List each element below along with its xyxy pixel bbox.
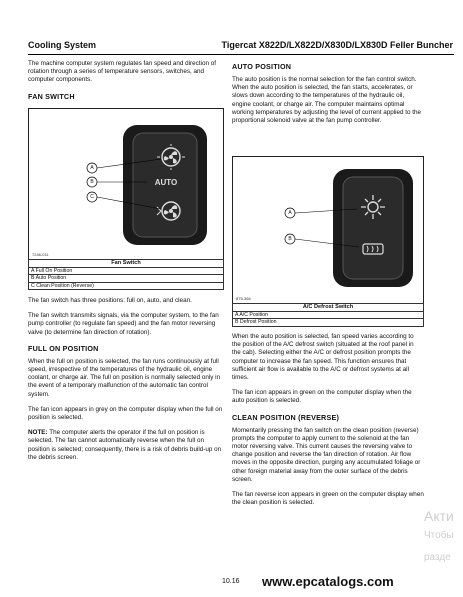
fan-switch-caption: [28, 259, 224, 290]
caption-row: B Defrost Position: [233, 319, 424, 327]
watermark-line: Акти: [424, 508, 454, 524]
callout-a-letter: A: [288, 210, 292, 216]
callout-b-letter: B: [288, 236, 292, 242]
ac-defrost-illustration: [233, 157, 423, 303]
callout-b-letter: B: [90, 179, 94, 185]
note-paragraph: [28, 429, 224, 462]
left-column: [28, 60, 224, 106]
ac-defrost-figure: [232, 156, 424, 304]
paragraph: The fan icon appears in green on the computer display when the auto position is selected.: [232, 389, 412, 405]
full-on-heading: FULL ON POSITION: [28, 343, 99, 353]
note-label: NOTE:: [28, 429, 48, 437]
right-column-body: [232, 333, 424, 514]
auto-heading: AUTO POSITION: [232, 62, 292, 71]
manual-title: Tigercat X822D/LX822D/X830D/LX830D Feller Buncher: [221, 40, 453, 50]
paragraph: When the auto position is selected, fan speed varies according to the position of the A/C defrost switch (situated at the roof panel in the cab). Selecting either the A/C or defrost position prompts the computer to increase the fan speed. This function ensures that sufficient air flow is available to the A/C or defrost systems at all times.: [232, 333, 414, 382]
note-text: The computer alerts the operator if the full on position is selected. The fan cannot automatically reverse when the full on position is selected; consequently, there is a risk of debris build-up on the debris screen.: [28, 429, 222, 461]
watermark-line: разде: [424, 552, 451, 563]
caption-title: Fan Switch: [29, 260, 224, 268]
paragraph: When the full on position is selected, the fan runs continuously at full speed, irrespective of the temperatures of the hydraulic oil, engine coolant, or charge air. The full on position is normally selected only in the event of a temporary malfunction of the automatic fan control system.: [28, 357, 221, 398]
caption-title: A/C Defrost Switch: [233, 304, 424, 312]
fan-switch-figure: [28, 108, 224, 260]
section-title: Cooling System: [28, 40, 97, 50]
figure-id: 875-366: [236, 296, 251, 301]
callout-c-letter: C: [90, 194, 94, 200]
site-url: www.epcatalogs.com: [262, 574, 394, 589]
caption-row: B Auto Position: [29, 275, 224, 283]
paragraph: The fan switch transmits signals, via the computer system, to the fan pump controller (to regulate fan speed) and the fan motor reversing valve (to determine fan direction of rotation).: [28, 312, 219, 336]
paragraph: The fan reverse icon appears in green on the computer display when the clean position is selected.: [232, 491, 424, 507]
paragraph: The fan switch has three positions: full on, auto, and clean.: [28, 297, 192, 304]
ac-defrost-caption: [232, 303, 424, 327]
page-number: 10.16: [222, 578, 240, 585]
paragraph: Momentarily pressing the fan switch on the clean position (reverse) prompts the computer to apply current to the solenoid at the fan motor reversing valve. This current causes the reversing valve to change position and reverse the fan direction of rotation. Air flow moves in the opposite direction, purging any accumulated foliage or other foreign material away from the outer surface of the debris screen.: [232, 426, 421, 483]
left-column-body: [28, 297, 224, 469]
right-column: [232, 60, 424, 132]
clean-heading: CLEAN POSITION (REVERSE): [232, 412, 340, 422]
header-rule: [28, 54, 454, 55]
caption-row: A Full On Position: [29, 267, 224, 275]
switch-rocker: [343, 177, 403, 279]
paragraph: The fan icon appears in grey on the computer display when the full on position is selected.: [28, 405, 223, 422]
fan-switch-illustration: [29, 109, 223, 259]
watermark-line: Чтобы: [424, 530, 454, 541]
callout-a-letter: A: [90, 165, 94, 171]
figure-id: 7246-011: [32, 252, 49, 257]
intro-paragraph: The machine computer system regulates fan speed and direction of rotation through a series of temperature sensors, switches, and computer components.: [28, 60, 216, 84]
fan-switch-heading: FAN SWITCH: [28, 91, 75, 101]
paragraph: The auto position is the normal selection for the fan control switch. When the auto position is selected, the fan starts, accelerates, or slows down according to the temperatures of the hydraulic oil, engine coolant, or charge air. The computer maintains optimal working temperatures by adjusting the level of current applied to the proportional solenoid valve at the fan pump controller.: [232, 76, 422, 125]
caption-row: C Clean Position (Reverse): [29, 282, 224, 290]
caption-row: A A/C Position: [233, 311, 424, 319]
auto-label: AUTO: [154, 178, 178, 187]
